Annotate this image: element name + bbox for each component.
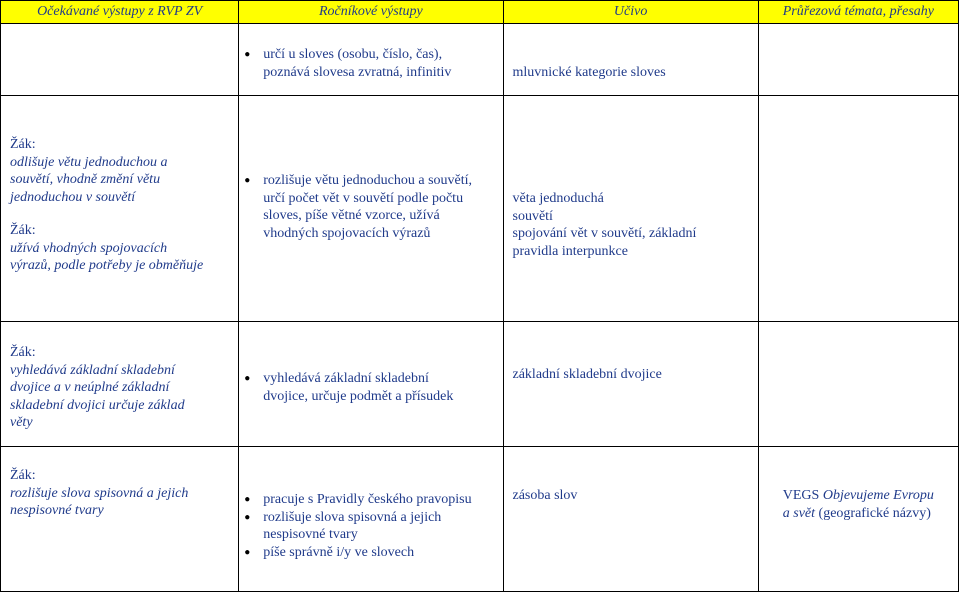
- text-line: jednoduchou v souvětí: [10, 189, 136, 205]
- text-line: [783, 505, 954, 523]
- text-line: ● rozlišuje slova spisovná a jejich: [263, 509, 442, 525]
- text-line: nespisovné tvary: [10, 503, 104, 518]
- rvp-cell: [1, 96, 239, 322]
- zak-label: Žák:: [10, 137, 36, 152]
- prurez-cell: [758, 24, 958, 96]
- text-line: výrazů, podle potřeby je obměňuje: [10, 258, 204, 273]
- prurez-note: (geografické názvy): [818, 505, 931, 521]
- prurez-cell: [758, 447, 958, 592]
- text-line: věta jednoduchá: [512, 191, 604, 206]
- text-line: dvojice, určuje podmět a přísudek: [263, 388, 454, 404]
- text-line: odlišuje větu jednoduchou a: [10, 154, 168, 170]
- text-line: [783, 487, 954, 505]
- vystupy-cell: [239, 24, 503, 96]
- list-item: [239, 491, 502, 509]
- zak-label: Žák:: [10, 223, 36, 238]
- zak-label: Žák:: [10, 468, 36, 483]
- prurez-cell: [758, 96, 958, 322]
- text-line: nespisovné tvary: [263, 527, 358, 542]
- text-line: ● píše správně i/y ve slovech: [263, 544, 415, 560]
- text-line: ● určí u sloves (osobu, číslo, čas),: [263, 47, 443, 62]
- text-line: věty: [10, 415, 33, 430]
- ucivo-cell: [503, 322, 758, 447]
- text-line: souvětí: [512, 208, 553, 224]
- text-line: ● rozlišuje větu jednoduchou a souvětí,: [263, 173, 473, 188]
- ucivo-cell: [503, 24, 758, 96]
- rvp-cell: [1, 447, 239, 592]
- table-row: [1, 24, 959, 96]
- rvp-cell: [1, 322, 239, 447]
- text-line: pravidla interpunkce: [512, 243, 628, 259]
- vystupy-cell: [239, 322, 503, 447]
- text-line: základní skladební dvojice: [512, 367, 662, 382]
- text-line: ● pracuje s Pravidly českého pravopisu: [263, 492, 472, 507]
- header-rvp: Očekávané výstupy z RVP ZV: [1, 1, 239, 24]
- zak-label: Žák:: [10, 345, 36, 360]
- text-line: užívá vhodných spojovacích: [10, 240, 168, 256]
- text-line: rozlišuje slova spisovná a jejich: [10, 485, 189, 501]
- text-line: skladební dvojici určuje základ: [10, 397, 185, 413]
- text-line: poznává slovesa zvratná, infinitiv: [263, 64, 452, 80]
- header-prurezova-temata: Průřezová témata, přesahy: [758, 1, 958, 24]
- header-row: [1, 1, 959, 24]
- table-row: [1, 447, 959, 592]
- list-item: [239, 172, 502, 242]
- list-item: [239, 544, 502, 562]
- table-row: [1, 322, 959, 447]
- prurez-code: VEGS: [782, 488, 820, 503]
- vystupy-cell: [239, 96, 503, 322]
- list-item: [239, 370, 502, 405]
- ucivo-cell: [503, 447, 758, 592]
- header-ucivo: Učivo: [503, 1, 758, 24]
- prurez-title: a svět: [782, 505, 816, 521]
- list-item: [239, 509, 502, 544]
- text-line: zásoba slov: [512, 488, 578, 503]
- text-line: vyhledává základní skladební: [10, 362, 175, 378]
- list-item: [239, 46, 502, 81]
- text-line: spojování vět v souvětí, základní: [512, 226, 697, 241]
- rvp-cell: [1, 24, 239, 96]
- prurez-cell: [758, 322, 958, 447]
- ucivo-cell: [503, 96, 758, 322]
- table-row: [1, 96, 959, 322]
- text-line: ● vyhledává základní skladební: [263, 371, 429, 386]
- text-line: dvojice a v neúplné základní: [10, 380, 170, 395]
- text-line: mluvnické kategorie sloves: [512, 65, 666, 80]
- header-rocnikove-vystupy: Ročníkové výstupy: [239, 1, 503, 24]
- text-line: vhodných spojovacích výrazů: [263, 225, 431, 241]
- prurez-title: Objevujeme Evropu: [822, 488, 934, 503]
- text-line: souvětí, vhodně změní větu: [10, 172, 161, 187]
- text-line: určí počet vět v souvětí podle počtu: [263, 190, 464, 206]
- text-line: sloves, píše větné vzorce, užívá: [263, 208, 440, 223]
- vystupy-cell: [239, 447, 503, 592]
